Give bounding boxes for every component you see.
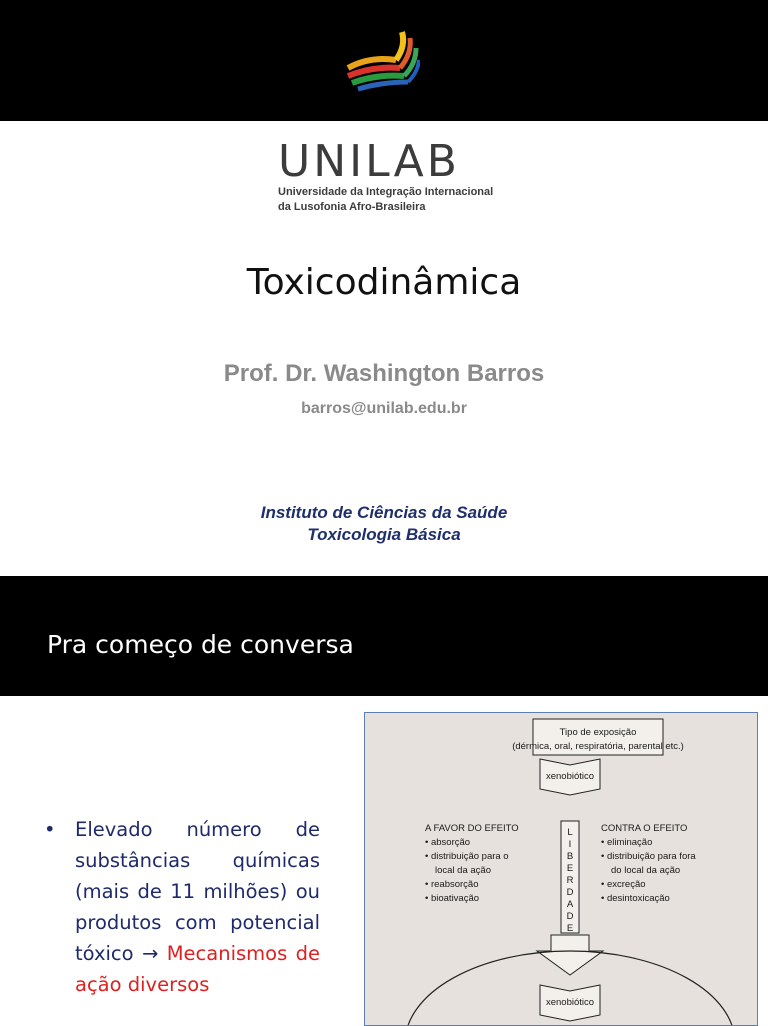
unilab-swoosh-logo xyxy=(340,26,420,94)
liberdade-letter: I xyxy=(568,839,572,850)
institute-name: Instituto de Ciências da Saúde xyxy=(260,503,508,522)
bullet-marker: • xyxy=(44,818,56,841)
contra-item: • distribuição para fora xyxy=(601,851,696,862)
exposure-subtitle: (dérmica, oral, respiratória, parental etc.) xyxy=(512,741,684,752)
down-arrow-icon xyxy=(537,935,603,975)
favor-item: • reabsorção xyxy=(425,879,479,890)
contra-item: • eliminação xyxy=(601,837,653,848)
bullet-item xyxy=(75,814,320,1000)
liberdade-letter: B xyxy=(566,851,574,862)
favor-item: local da ação xyxy=(435,865,491,876)
header-band xyxy=(0,0,768,121)
course-name: Toxicologia Básica xyxy=(307,525,461,544)
section-title: Pra começo de conversa xyxy=(47,630,354,659)
liberdade-letter: A xyxy=(566,899,574,910)
liberdade-letter: L xyxy=(567,827,573,838)
xenobiotic-bottom-label: xenobiótico xyxy=(545,997,595,1008)
bullet-text-main: Elevado número de substâncias químicas (mais de 11 milhões) ou produtos com potencial tóxico → xyxy=(75,818,320,965)
liberdade-letter: D xyxy=(566,911,574,922)
favor-item: • absorção xyxy=(425,837,471,848)
institute-block xyxy=(0,502,768,546)
logo-subtitle-line2: da Lusofonia Afro-Brasileira xyxy=(278,201,426,213)
professor-name: Prof. Dr. Washington Barros xyxy=(223,360,545,387)
liberdade-letter: D xyxy=(566,887,574,898)
favor-item: • distribuição para o xyxy=(425,851,509,862)
favor-item: • bioativação xyxy=(425,893,480,904)
slide-title: Toxicodinâmica xyxy=(246,262,522,303)
exposure-title: Tipo de exposição xyxy=(559,727,637,738)
bullet-text-highlight: Mecanismos de ação diversos xyxy=(75,942,321,996)
contra-title: CONTRA O EFEITO xyxy=(601,823,688,834)
liberdade-letter: R xyxy=(566,875,574,886)
contra-item: do local da ação xyxy=(611,865,681,876)
liberdade-letter: E xyxy=(566,923,574,934)
xenobiotic-label: xenobiótico xyxy=(545,771,595,782)
logo-subtitle-line1: Universidade da Integração Internacional xyxy=(278,186,494,198)
contra-item: • desintoxicação xyxy=(601,893,670,904)
contra-item: • excreção xyxy=(601,879,646,890)
favor-title: A FAVOR DO EFEITO xyxy=(425,823,519,834)
toxicology-diagram xyxy=(364,712,758,1026)
professor-email: barros@unilab.edu.br xyxy=(301,400,467,417)
unilab-logo xyxy=(278,136,494,214)
logo-wordmark: UNILAB xyxy=(278,136,460,187)
liberdade-letter: E xyxy=(566,863,574,874)
